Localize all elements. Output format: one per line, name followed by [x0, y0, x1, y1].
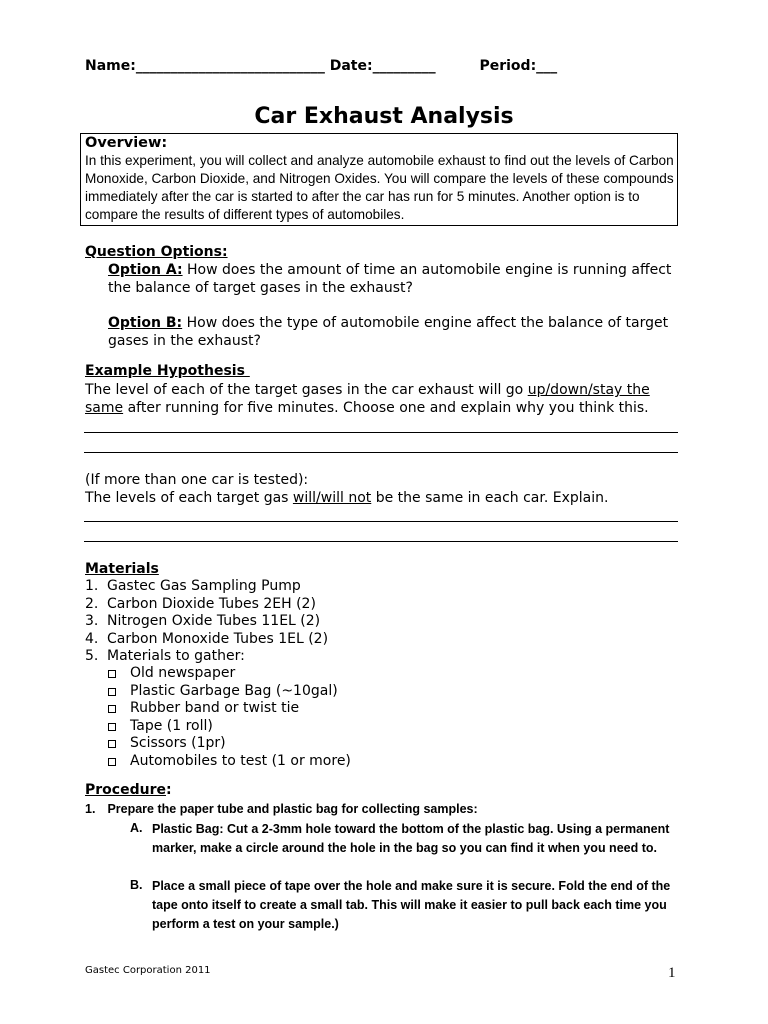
list-item	[108, 718, 351, 736]
item-number: 2.	[85, 595, 99, 612]
answer-line[interactable]	[84, 432, 678, 433]
item-number: 1.	[85, 578, 99, 594]
footer-copyright: Gastec Corporation 2011	[85, 965, 211, 976]
answer-line[interactable]	[84, 521, 678, 522]
answer-line[interactable]	[84, 541, 678, 542]
item-text: Plastic Garbage Bag (~10gal)	[130, 682, 338, 699]
substep-b-letter: B.	[130, 878, 143, 892]
substep-a-text: Plastic Bag: Cut a 2-3mm hole toward the bottom of the plastic bag. Using a permanent marker, make a circle around the hole in the bag so you can find it when you need to.	[152, 822, 670, 855]
checkbox-bullet-icon	[108, 740, 116, 748]
list-item	[108, 665, 351, 683]
option-a	[108, 261, 678, 297]
procedure-heading-text: Procedure	[85, 782, 166, 798]
answer-line[interactable]	[84, 452, 678, 453]
overview-heading: Overview:	[85, 135, 168, 151]
header-fields	[85, 58, 557, 74]
list-item	[85, 613, 328, 631]
list-item	[85, 631, 328, 649]
period-blank[interactable]: ___	[536, 58, 558, 74]
procedure-heading-colon: :	[165, 782, 172, 798]
list-item	[108, 700, 351, 718]
item-number: 4.	[85, 630, 99, 647]
gather-list	[108, 665, 351, 770]
item-text: Carbon Monoxide Tubes 1EL (2)	[107, 630, 329, 647]
checkbox-bullet-icon	[108, 758, 116, 766]
name-label: Name:	[85, 58, 136, 74]
substep-a-letter: A.	[130, 821, 143, 835]
checkbox-bullet-icon	[108, 723, 116, 731]
item-text: Nitrogen Oxide Tubes 11EL (2)	[107, 613, 321, 629]
hypothesis-text-post: after running for five minutes. Choose one and explain why you think this.	[123, 400, 649, 416]
checkbox-bullet-icon	[108, 688, 116, 696]
overview-text: In this experiment, you will collect and analyze automobile exhaust to find out the levels of Carbon Monoxide, Carbon Dioxide, and Nitrogen Oxides. You will compare the levels of these compounds immediately after the car is started to after the car has run for 5 minutes. Another option is to compare the results of different types of automobiles.	[85, 153, 674, 222]
list-item	[108, 735, 351, 753]
item-text: Materials to gather:	[107, 648, 245, 664]
item-text: Rubber band or twist tie	[130, 700, 300, 716]
procedure-step-1	[85, 802, 478, 816]
item-text: Gastec Gas Sampling Pump	[107, 578, 301, 594]
multi-car-text-post: be the same in each car. Explain.	[371, 490, 609, 506]
multi-car-note: (If more than one car is tested):	[85, 472, 309, 488]
option-b	[108, 314, 678, 350]
step-text: Prepare the paper tube and plastic bag for collecting samples:	[107, 802, 478, 816]
date-blank[interactable]: _________	[372, 58, 436, 74]
materials-list	[85, 578, 328, 666]
procedure-heading	[85, 782, 172, 798]
item-text: Tape (1 roll)	[130, 717, 213, 734]
list-item	[108, 753, 351, 771]
step-number: 1.	[85, 802, 96, 816]
date-label: Date:	[329, 58, 373, 74]
list-item	[85, 648, 328, 666]
name-blank[interactable]: ___________________________	[135, 58, 325, 74]
option-a-text: How does the amount of time an automobile engine is running affect the balance of target gases in the exhaust?	[108, 262, 672, 296]
option-a-label: Option A:	[108, 262, 183, 278]
item-number: 3.	[85, 613, 99, 629]
multi-car-text-pre: The levels of each target gas	[85, 490, 293, 506]
page-number: 1	[668, 965, 676, 981]
hypothesis-choice: up/down/stay the same	[85, 382, 650, 416]
substep-b-text: Place a small piece of tape over the hole and make sure it is secure. Fold the end of the tape onto itself to create a small tab. This will make it easier to pull back each time you perform a test on your sample.)	[152, 879, 671, 931]
hypothesis-text	[85, 381, 680, 417]
list-item	[108, 683, 351, 701]
hypothesis-text-pre: The level of each of the target gases in the car exhaust will go	[85, 382, 528, 398]
option-b-label: Option B:	[108, 315, 183, 331]
question-options-heading: Question Options:	[85, 244, 228, 260]
checkbox-bullet-icon	[108, 670, 116, 678]
multi-car-text	[85, 489, 680, 507]
checkbox-bullet-icon	[108, 705, 116, 713]
hypothesis-heading: Example Hypothesis	[85, 363, 250, 379]
item-text: Carbon Dioxide Tubes 2EH (2)	[107, 595, 316, 612]
list-item	[85, 578, 328, 596]
option-b-text: How does the type of automobile engine affect the balance of target gases in the exhaust?	[108, 315, 669, 349]
item-number: 5.	[85, 648, 99, 664]
item-text: Scissors (1pr)	[130, 735, 226, 751]
item-text: Automobiles to test (1 or more)	[130, 752, 351, 769]
materials-heading: Materials	[85, 561, 159, 577]
period-label: Period:	[479, 58, 537, 74]
page-title: Car Exhaust Analysis	[254, 104, 514, 129]
item-text: Old newspaper	[130, 665, 236, 681]
list-item	[85, 596, 328, 614]
multi-car-choice: will/will not	[292, 490, 372, 506]
